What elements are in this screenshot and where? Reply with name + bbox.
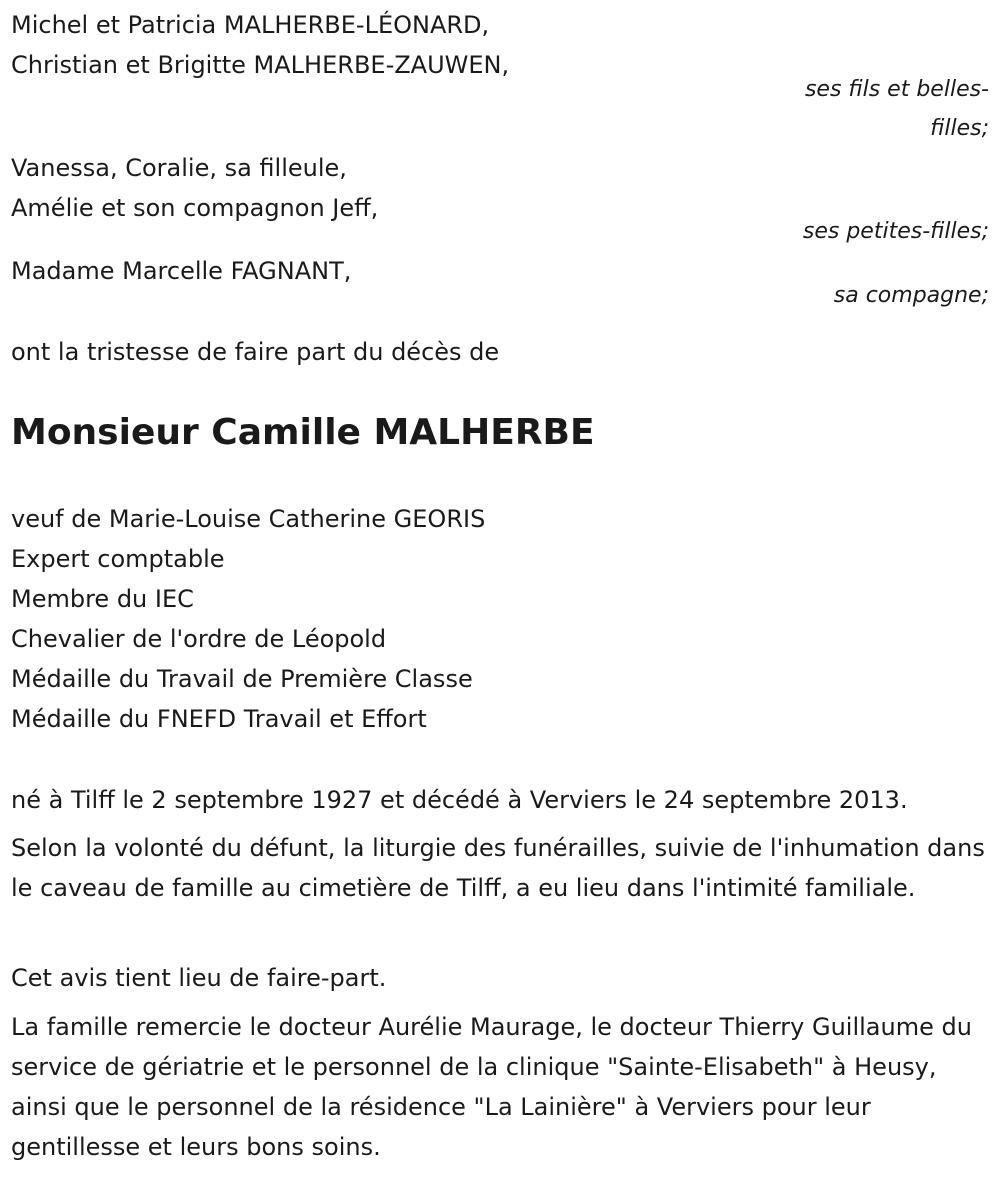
son-line-2: Christian et Brigitte MALHERBE-ZAUWEN, [11,51,510,79]
grandchild-line-1: Vanessa, Coralie, sa filleule, [11,154,347,182]
title-line: veuf de Marie-Louise Catherine GEORIS [11,505,486,533]
title-line: Membre du IEC [11,585,194,613]
sons-role-line-1: ses fils et belles- [804,77,989,102]
grandchildren-role: ses petites-filles; [802,219,989,244]
sons-role-line-2: filles; [930,116,989,141]
title-line: Médaille du Travail de Première Classe [11,665,473,693]
title-line: Médaille du FNEFD Travail et Effort [11,705,427,733]
birth-death-line: né à Tilff le 2 septembre 1927 et décédé à Verviers le 24 septembre 2013. [11,786,908,814]
announcement-line: ont la tristesse de faire part du décès de [11,338,500,366]
grandchild-line-2: Amélie et son compagnon Jeff, [11,194,379,222]
companion-role: sa compagne; [833,283,989,308]
title-line: Chevalier de l'ordre de Léopold [11,625,387,653]
son-line-1: Michel et Patricia MALHERBE-LÉONARD, [11,11,490,39]
thanks-paragraph: La famille remercie le docteur Aurélie Maurage, le docteur Thierry Guillaume du service de gériatrie et le personnel de la clinique "Sainte-Elisabeth" à Heusy, ainsi que le personnel de la résidence "La Lainière" à Verviers pour leur gentillesse et leurs bons soins. [11,1013,972,1161]
deceased-name: Monsieur Camille MALHERBE [11,412,595,453]
title-line: Expert comptable [11,545,225,573]
companion-line: Madame Marcelle FAGNANT, [11,257,352,285]
funeral-paragraph: Selon la volonté du défunt, la liturgie des funérailles, suivie de l'inhumation dans le caveau de famille au cimetière de Tilff, a eu lieu dans l'intimité familiale. [11,834,985,902]
notice-line: Cet avis tient lieu de faire-part. [11,964,387,992]
